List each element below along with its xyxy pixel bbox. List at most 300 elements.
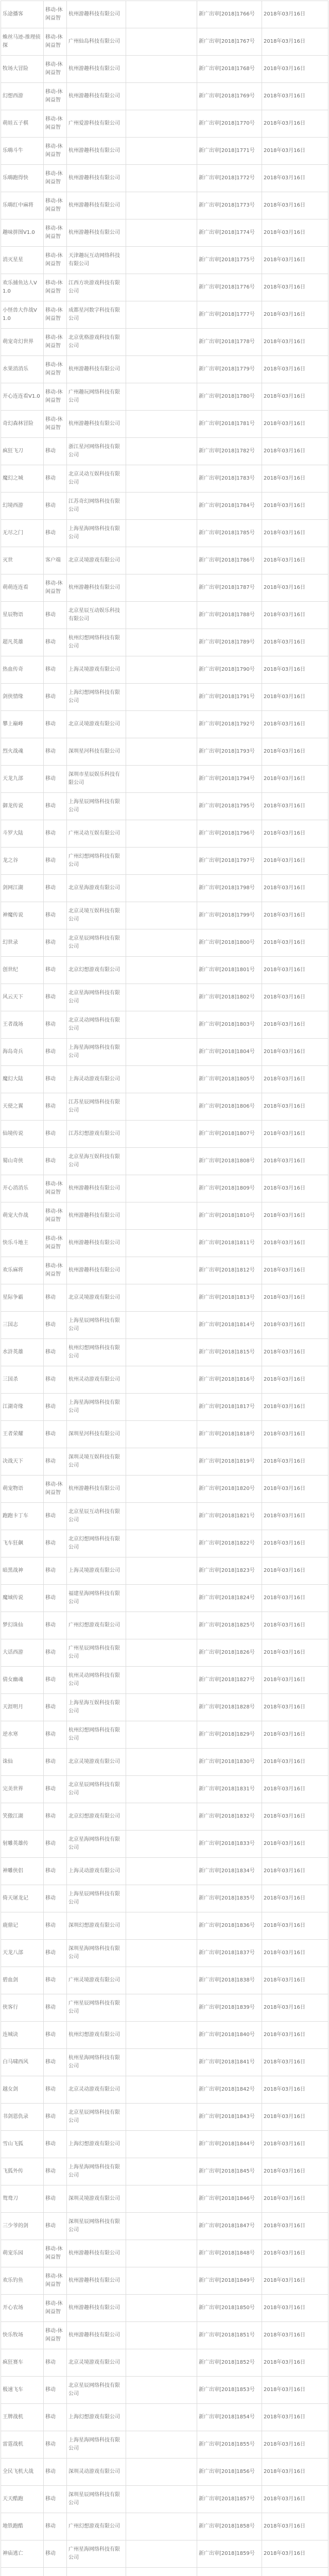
category-cell: 移动 <box>44 1776 67 1803</box>
game-name-cell: 鹿鼎记 <box>1 1912 44 1940</box>
approval-number-cell: 新广出审[2018]1820号 <box>197 1476 262 1503</box>
approval-number-cell: 新广出审[2018]1856号 <box>197 2459 262 2486</box>
approval-date-cell: 2018年03月16日 <box>262 1202 328 1230</box>
table-row <box>1 1093 328 1121</box>
category-cell: 移动 <box>44 957 67 984</box>
approval-date-cell: 2018年03月16日 <box>262 2322 328 2349</box>
game-name-cell: 王牌战机 <box>1 2404 44 2431</box>
publisher-cell: 杭州幻想网络科技有限公司 <box>67 629 126 656</box>
approval-date-cell: 2018年03月16日 <box>262 1148 328 1175</box>
approval-number-cell: 新广出审[2018]1835号 <box>197 1885 262 1912</box>
approval-number-cell: 新广出审[2018]1853号 <box>197 2377 262 2404</box>
approval-number-cell: 新广出审[2018]1815号 <box>197 1339 262 1366</box>
approval-number-cell: 新广出审[2018]1767号 <box>197 28 262 56</box>
approval-date-cell: 2018年03月16日 <box>262 1366 328 1394</box>
table-row <box>1 793 328 820</box>
table-row <box>1 629 328 656</box>
table-row <box>1 2104 328 2131</box>
publisher-cell: 上海灵境游戏有限公司 <box>67 656 126 684</box>
category-cell: 移动 <box>44 1148 67 1175</box>
operator-cell <box>126 1557 197 1585</box>
category-cell: 移动 <box>44 629 67 656</box>
approval-number-cell: 新广出审[2018]1812号 <box>197 1257 262 1284</box>
operator-cell <box>126 1994 197 2022</box>
operator-cell <box>126 1585 197 1612</box>
operator-cell <box>126 574 197 602</box>
approval-number-cell: 新广出审[2018]1858号 <box>197 2513 262 2540</box>
operator-cell <box>126 1530 197 1557</box>
game-name-cell: 开心连连看V1.0 <box>1 383 44 411</box>
game-name-cell: 天龙九部 <box>1 766 44 793</box>
publisher-cell: 杭州游趣科技有限公司 <box>67 1175 126 1202</box>
game-name-cell: 萌娃五子棋 <box>1 110 44 138</box>
publisher-cell: 深圳星辰网络科技有限公司 <box>67 2486 126 2513</box>
approval-number-cell: 新广出审[2018]1785号 <box>197 520 262 547</box>
table-row <box>1 1448 328 1476</box>
table-row <box>1 465 328 493</box>
approval-number-cell: 新广出审[2018]1859号 <box>197 2540 262 2568</box>
operator-cell <box>126 1394 197 1421</box>
approval-number-cell: 新广出审[2018]1846号 <box>197 2185 262 2213</box>
game-name-cell: 碧血剑 <box>1 1967 44 1994</box>
approval-number-cell: 新广出审[2018]1782号 <box>197 438 262 465</box>
approval-number-cell: 新广出审[2018]1788号 <box>197 602 262 629</box>
approval-number-cell: 新广出审[2018]1793号 <box>197 738 262 766</box>
approval-number-cell: 新广出审[2018]1784号 <box>197 493 262 520</box>
table-row <box>1 2404 328 2431</box>
category-cell: 移动-休闲益智 <box>44 356 67 383</box>
category-cell: 移动 <box>44 1885 67 1912</box>
category-cell: 移动 <box>44 1967 67 1994</box>
game-name-cell: 连城诀 <box>1 2022 44 2049</box>
approval-date-cell: 2018年03月16日 <box>262 1967 328 1994</box>
table-row <box>1 438 328 465</box>
game-name-cell: 水浒英雄 <box>1 1339 44 1366</box>
approval-date-cell: 2018年03月16日 <box>262 793 328 820</box>
game-name-cell: 白马啸西风 <box>1 2049 44 2076</box>
operator-cell <box>126 629 197 656</box>
category-cell: 移动 <box>44 2158 67 2185</box>
table-row <box>1 574 328 602</box>
operator-cell <box>126 247 197 274</box>
game-name-cell: 乐嗨红中麻将 <box>1 192 44 219</box>
operator-cell <box>126 2104 197 2131</box>
approval-number-cell: 新广出审[2018]1803号 <box>197 1011 262 1039</box>
approval-date-cell: 2018年03月16日 <box>262 1066 328 1093</box>
category-cell: 移动-休闲益智 <box>44 192 67 219</box>
game-name-cell: 无尽之门 <box>1 520 44 547</box>
game-name-cell: 灭世 <box>1 547 44 574</box>
category-cell: 移动-休闲益智 <box>44 110 67 138</box>
table-row <box>1 547 328 574</box>
approval-date-cell: 2018年03月16日 <box>262 820 328 848</box>
table-row <box>1 1339 328 1366</box>
operator-cell <box>126 2486 197 2513</box>
approval-date-cell: 2018年03月16日 <box>262 1448 328 1476</box>
approval-number-cell: 新广出审[2018]1811号 <box>197 1230 262 1257</box>
publisher-cell: 杭州游趣科技有限公司 <box>67 1230 126 1257</box>
operator-cell <box>126 1721 197 1749</box>
game-name-cell: 蛛丝马迹-推理侦探 <box>1 28 44 56</box>
operator-cell <box>126 165 197 192</box>
category-cell: 移动 <box>44 1284 67 1312</box>
approval-number-cell: 新广出审[2018]1824号 <box>197 1585 262 1612</box>
game-name-cell: 跑跑卡丁车 <box>1 1503 44 1530</box>
approval-date-cell: 2018年03月16日 <box>262 110 328 138</box>
approval-date-cell: 2018年03月16日 <box>262 1940 328 1967</box>
publisher-cell <box>67 2568 126 2576</box>
game-name-cell: 星际争霸 <box>1 1284 44 1312</box>
category-cell: 移动-休闲益智 <box>44 1476 67 1503</box>
approval-date-cell: 2018年03月16日 <box>262 1694 328 1721</box>
category-cell: 移动 <box>44 438 67 465</box>
category-cell: 移动 <box>44 1421 67 1448</box>
operator-cell <box>126 984 197 1011</box>
game-name-cell: 攀上巅峰 <box>1 711 44 738</box>
operator-cell <box>126 1639 197 1667</box>
approval-date-cell: 2018年03月16日 <box>262 438 328 465</box>
approval-number-cell: 新广出审[2018]1829号 <box>197 1721 262 1749</box>
table-row <box>1 738 328 766</box>
table-row <box>1 2431 328 2459</box>
approval-date-cell: 2018年03月16日 <box>262 1885 328 1912</box>
operator-cell <box>126 793 197 820</box>
approval-date-cell: 2018年03月16日 <box>262 1 328 28</box>
publisher-cell: 江苏幻想游戏有限公司 <box>67 1121 126 1148</box>
game-name-cell: 乐嗨斗牛 <box>1 138 44 165</box>
table-row <box>1 1 328 28</box>
category-cell: 移动 <box>44 2377 67 2404</box>
publisher-cell: 江苏星辰网络科技有限公司 <box>67 1093 126 1121</box>
publisher-cell: 杭州游趣科技有限公司 <box>67 411 126 438</box>
approval-number-cell: 新广出审[2018]1806号 <box>197 1093 262 1121</box>
publisher-cell: 广州仙岛科技有限公司 <box>67 28 126 56</box>
game-name-cell: 牧场大冒险 <box>1 56 44 83</box>
game-name-cell: 天天酷跑 <box>1 2486 44 2513</box>
operator-cell <box>126 1476 197 1503</box>
category-cell: 移动-休闲益智 <box>44 2240 67 2267</box>
approval-number-cell: 新广出审[2018]1854号 <box>197 2404 262 2431</box>
operator-cell <box>126 411 197 438</box>
publisher-cell: 杭州游趣科技有限公司 <box>67 2322 126 2349</box>
operator-cell <box>126 2322 197 2349</box>
category-cell: 移动-休闲益智 <box>44 274 67 301</box>
approval-date-cell: 2018年03月16日 <box>262 138 328 165</box>
approval-date-cell: 2018年03月16日 <box>262 2513 328 2540</box>
game-name-cell: 越女剑 <box>1 2076 44 2104</box>
category-cell: 移动-休闲益智 <box>44 56 67 83</box>
table-row <box>1 2185 328 2213</box>
category-cell: 移动 <box>44 1858 67 1885</box>
table-row <box>1 848 328 875</box>
table-row <box>1 1257 328 1284</box>
game-name-cell: 乐嗨跑得快 <box>1 165 44 192</box>
approval-number-cell: 新广出审[2018]1791号 <box>197 684 262 711</box>
table-row <box>1 1776 328 1803</box>
approval-date-cell: 2018年03月16日 <box>262 2158 328 2185</box>
table-row <box>1 192 328 219</box>
approval-date-cell: 2018年03月16日 <box>262 766 328 793</box>
game-name-cell: 完美世界 <box>1 1776 44 1803</box>
approval-number-cell: 新广出审[2018]1808号 <box>197 1148 262 1175</box>
operator-cell <box>126 1503 197 1530</box>
publisher-cell: 北京星辰网络科技有限公司 <box>67 2377 126 2404</box>
game-name-cell: 星辰物语 <box>1 602 44 629</box>
game-name-cell: 神庙逃亡 <box>1 2540 44 2568</box>
approval-table <box>1 1 328 2576</box>
operator-cell <box>126 28 197 56</box>
category-cell: 移动 <box>44 2131 67 2158</box>
game-name-cell: 蜀山奇侠 <box>1 1148 44 1175</box>
operator-cell <box>126 1230 197 1257</box>
category-cell: 移动 <box>44 1585 67 1612</box>
table-row <box>1 274 328 301</box>
game-name-cell: 消灭星星 <box>1 247 44 274</box>
publisher-cell: 北京星辰网络科技有限公司 <box>67 1776 126 1803</box>
operator-cell <box>126 820 197 848</box>
publisher-cell: 杭州游趣科技有限公司 <box>67 1202 126 1230</box>
table-row <box>1 219 328 247</box>
operator-cell <box>126 438 197 465</box>
table-row <box>1 684 328 711</box>
approval-date-cell: 2018年03月16日 <box>262 1312 328 1339</box>
approval-date-cell: 2018年03月16日 <box>262 2540 328 2568</box>
approval-number-cell: 新广出审[2018]1795号 <box>197 793 262 820</box>
approval-number-cell: 新广出审[2018]1837号 <box>197 1940 262 1967</box>
category-cell: 移动 <box>44 848 67 875</box>
operator-cell <box>126 1749 197 1776</box>
operator-cell <box>126 957 197 984</box>
approval-date-cell: 2018年03月16日 <box>262 848 328 875</box>
game-name-cell: 乐途播客 <box>1 1 44 28</box>
approval-number-cell: 新广出审[2018]1769号 <box>197 83 262 110</box>
category-cell: 移动 <box>44 493 67 520</box>
publisher-cell: 北京灵境游戏有限公司 <box>67 2349 126 2377</box>
game-name-cell <box>1 2568 44 2576</box>
approval-number-cell: 新广出审[2018]1836号 <box>197 1912 262 1940</box>
approval-number-cell: 新广出审[2018]1843号 <box>197 2104 262 2131</box>
category-cell <box>44 2568 67 2576</box>
game-name-cell: 御龙传说 <box>1 793 44 820</box>
publisher-cell: 深圳星河科技有限公司 <box>67 738 126 766</box>
approval-date-cell: 2018年03月16日 <box>262 356 328 383</box>
publisher-cell: 上海幻想游戏有限公司 <box>67 2404 126 2431</box>
publisher-cell: 上海星海互娱科技有限公司 <box>67 1694 126 1721</box>
approval-number-cell: 新广出审[2018]1807号 <box>197 1121 262 1148</box>
category-cell: 移动 <box>44 1667 67 1694</box>
publisher-cell: 杭州游趣科技有限公司 <box>67 56 126 83</box>
game-name-cell: 烈火战魂 <box>1 738 44 766</box>
approval-number-cell: 新广出审[2018]1770号 <box>197 110 262 138</box>
game-name-cell: 射雕英雄传 <box>1 1831 44 1858</box>
publisher-cell: 杭州星海网络科技有限公司 <box>67 2049 126 2076</box>
publisher-cell: 北京星海网络科技有限公司 <box>67 1831 126 1858</box>
table-row <box>1 2076 328 2104</box>
approval-number-cell: 新广出审[2018]1848号 <box>197 2240 262 2267</box>
approval-date-cell: 2018年03月16日 <box>262 2349 328 2377</box>
approval-number-cell: 新广出审[2018]1814号 <box>197 1312 262 1339</box>
game-name-cell: 萌宠大作战 <box>1 1202 44 1230</box>
table-row <box>1 2349 328 2377</box>
publisher-cell: 上海星辰网络科技有限公司 <box>67 1885 126 1912</box>
table-row <box>1 1694 328 1721</box>
table-row <box>1 1831 328 1858</box>
approval-number-cell: 新广出审[2018]1781号 <box>197 411 262 438</box>
table-row <box>1 2513 328 2540</box>
category-cell: 移动 <box>44 1612 67 1639</box>
approval-date-cell: 2018年03月16日 <box>262 2104 328 2131</box>
operator-cell <box>126 2295 197 2322</box>
approval-number-cell: 新广出审[2018]1844号 <box>197 2131 262 2158</box>
game-name-cell: 幻世录 <box>1 929 44 957</box>
game-name-cell: 风云天下 <box>1 984 44 1011</box>
category-cell: 移动 <box>44 738 67 766</box>
operator-cell <box>126 1667 197 1694</box>
operator-cell <box>126 547 197 574</box>
approval-number-cell: 新广出审[2018]1797号 <box>197 848 262 875</box>
publisher-cell: 北京星海互娱科技有限公司 <box>67 1148 126 1175</box>
game-name-cell: 倩女幽魂 <box>1 1667 44 1694</box>
table-row <box>1 1312 328 1339</box>
game-name-cell: 欢乐麻将 <box>1 1257 44 1284</box>
publisher-cell: 北京星辰网络科技有限公司 <box>67 929 126 957</box>
game-name-cell: 疯狂赛车 <box>1 2349 44 2377</box>
publisher-cell: 杭州游趣科技有限公司 <box>67 1257 126 1284</box>
game-name-cell: 大话西游 <box>1 1639 44 1667</box>
category-cell: 移动 <box>44 2404 67 2431</box>
approval-number-cell: 新广出审[2018]1851号 <box>197 2322 262 2349</box>
publisher-cell: 浙江星河网络科技有限公司 <box>67 438 126 465</box>
operator-cell <box>126 219 197 247</box>
game-name-cell: 天龙八部 <box>1 1940 44 1967</box>
approval-number-cell: 新广出审[2018]1790号 <box>197 656 262 684</box>
table-row <box>1 1994 328 2022</box>
approval-number-cell: 新广出审[2018]1826号 <box>197 1639 262 1667</box>
category-cell: 移动 <box>44 929 67 957</box>
publisher-cell: 上海星海网络科技有限公司 <box>67 2158 126 2185</box>
game-name-cell: 王者荣耀 <box>1 1421 44 1448</box>
approval-number-cell: 新广出审[2018]1773号 <box>197 192 262 219</box>
game-name-cell: 雷霆战机 <box>1 2431 44 2459</box>
approval-date-cell: 2018年03月16日 <box>262 574 328 602</box>
operator-cell <box>126 2213 197 2240</box>
table-row <box>1 411 328 438</box>
table-row <box>1 656 328 684</box>
table-row <box>1 929 328 957</box>
category-cell: 移动 <box>44 1694 67 1721</box>
category-cell: 移动 <box>44 2049 67 2076</box>
table-row <box>1 56 328 83</box>
publisher-cell: 深圳星河科技有限公司 <box>67 1421 126 1448</box>
publisher-cell: 上海灵境游戏有限公司 <box>67 1557 126 1585</box>
publisher-cell: 成都星河数字科技有限公司 <box>67 301 126 329</box>
approval-date-cell: 2018年03月16日 <box>262 2486 328 2513</box>
approval-number-cell: 新广出审[2018]1800号 <box>197 929 262 957</box>
approval-date-cell: 2018年03月16日 <box>262 1039 328 1066</box>
category-cell: 客户端 <box>44 547 67 574</box>
game-name-cell: 萌宠物语 <box>1 1476 44 1503</box>
category-cell: 移动-休闲益智 <box>44 247 67 274</box>
publisher-cell: 深圳星辰网络科技有限公司 <box>67 2213 126 2240</box>
game-name-cell: 斗罗大陆 <box>1 820 44 848</box>
publisher-cell: 广州趣玩网络科技有限公司 <box>67 383 126 411</box>
table-row <box>1 2377 328 2404</box>
approval-date-cell: 2018年03月16日 <box>262 1803 328 1831</box>
publisher-cell: 北京灵境游戏有限公司 <box>67 547 126 574</box>
operator-cell <box>126 383 197 411</box>
approval-number-cell: 新广出审[2018]1805号 <box>197 1066 262 1093</box>
table-row <box>1 2322 328 2349</box>
category-cell: 移动 <box>44 1312 67 1339</box>
table-row <box>1 1148 328 1175</box>
approval-date-cell: 2018年03月16日 <box>262 28 328 56</box>
table-row <box>1 2568 328 2576</box>
approval-date-cell: 2018年03月16日 <box>262 1749 328 1776</box>
approval-number-cell: 新广出审[2018]1825号 <box>197 1612 262 1639</box>
table-row <box>1 2486 328 2513</box>
publisher-cell: 杭州游趣科技有限公司 <box>67 2295 126 2322</box>
operator-cell <box>126 1967 197 1994</box>
category-cell: 移动 <box>44 1121 67 1148</box>
approval-number-cell: 新广出审[2018]1792号 <box>197 711 262 738</box>
publisher-cell: 广州幻想游戏有限公司 <box>67 1612 126 1639</box>
game-name-cell: 逆水寒 <box>1 1721 44 1749</box>
approval-date-cell: 2018年03月16日 <box>262 875 328 902</box>
operator-cell <box>126 1148 197 1175</box>
operator-cell <box>126 520 197 547</box>
game-name-cell: 三国志 <box>1 1312 44 1339</box>
operator-cell <box>126 1612 197 1639</box>
publisher-cell: 杭州游趣科技有限公司 <box>67 2240 126 2267</box>
approval-date-cell: 2018年03月16日 <box>262 83 328 110</box>
table-row <box>1 165 328 192</box>
category-cell: 移动-休闲益智 <box>44 1257 67 1284</box>
publisher-cell: 杭州游趣科技有限公司 <box>67 1 126 28</box>
category-cell: 移动-休闲益智 <box>44 1230 67 1257</box>
approval-number-cell: 新广出审[2018]1786号 <box>197 547 262 574</box>
operator-cell <box>126 56 197 83</box>
approval-date-cell: 2018年03月16日 <box>262 656 328 684</box>
operator-cell <box>126 1339 197 1366</box>
category-cell: 移动 <box>44 984 67 1011</box>
table-row <box>1 1175 328 1202</box>
game-name-cell: 书剑恩仇录 <box>1 2104 44 2131</box>
publisher-cell: 上海星辰网络科技有限公司 <box>67 793 126 820</box>
operator-cell <box>126 1175 197 1202</box>
approval-date-cell: 2018年03月16日 <box>262 1994 328 2022</box>
approval-date-cell: 2018年03月16日 <box>262 1831 328 1858</box>
table-row <box>1 1394 328 1421</box>
table-row <box>1 902 328 929</box>
category-cell: 移动-休闲益智 <box>44 574 67 602</box>
approval-number-cell: 新广出审[2018]1796号 <box>197 820 262 848</box>
game-name-cell: 鸳鸯刀 <box>1 2185 44 2213</box>
operator-cell <box>126 2459 197 2486</box>
approval-date-cell: 2018年03月16日 <box>262 1011 328 1039</box>
operator-cell <box>126 1202 197 1230</box>
publisher-cell: 广州灵动互娱有限公司 <box>67 820 126 848</box>
approval-number-cell: 新广出审[2018]1804号 <box>197 1039 262 1066</box>
category-cell: 移动 <box>44 1557 67 1585</box>
game-name-cell: 开心消消乐 <box>1 1175 44 1202</box>
category-cell: 移动-休闲益智 <box>44 301 67 329</box>
operator-cell <box>126 2240 197 2267</box>
game-name-cell: 全民飞机大战 <box>1 2459 44 2486</box>
game-name-cell: 三国杀 <box>1 1366 44 1394</box>
approval-number-cell: 新广出审[2018]1849号 <box>197 2267 262 2295</box>
game-name-cell: 暗黑战神 <box>1 1557 44 1585</box>
table-row <box>1 1476 328 1503</box>
